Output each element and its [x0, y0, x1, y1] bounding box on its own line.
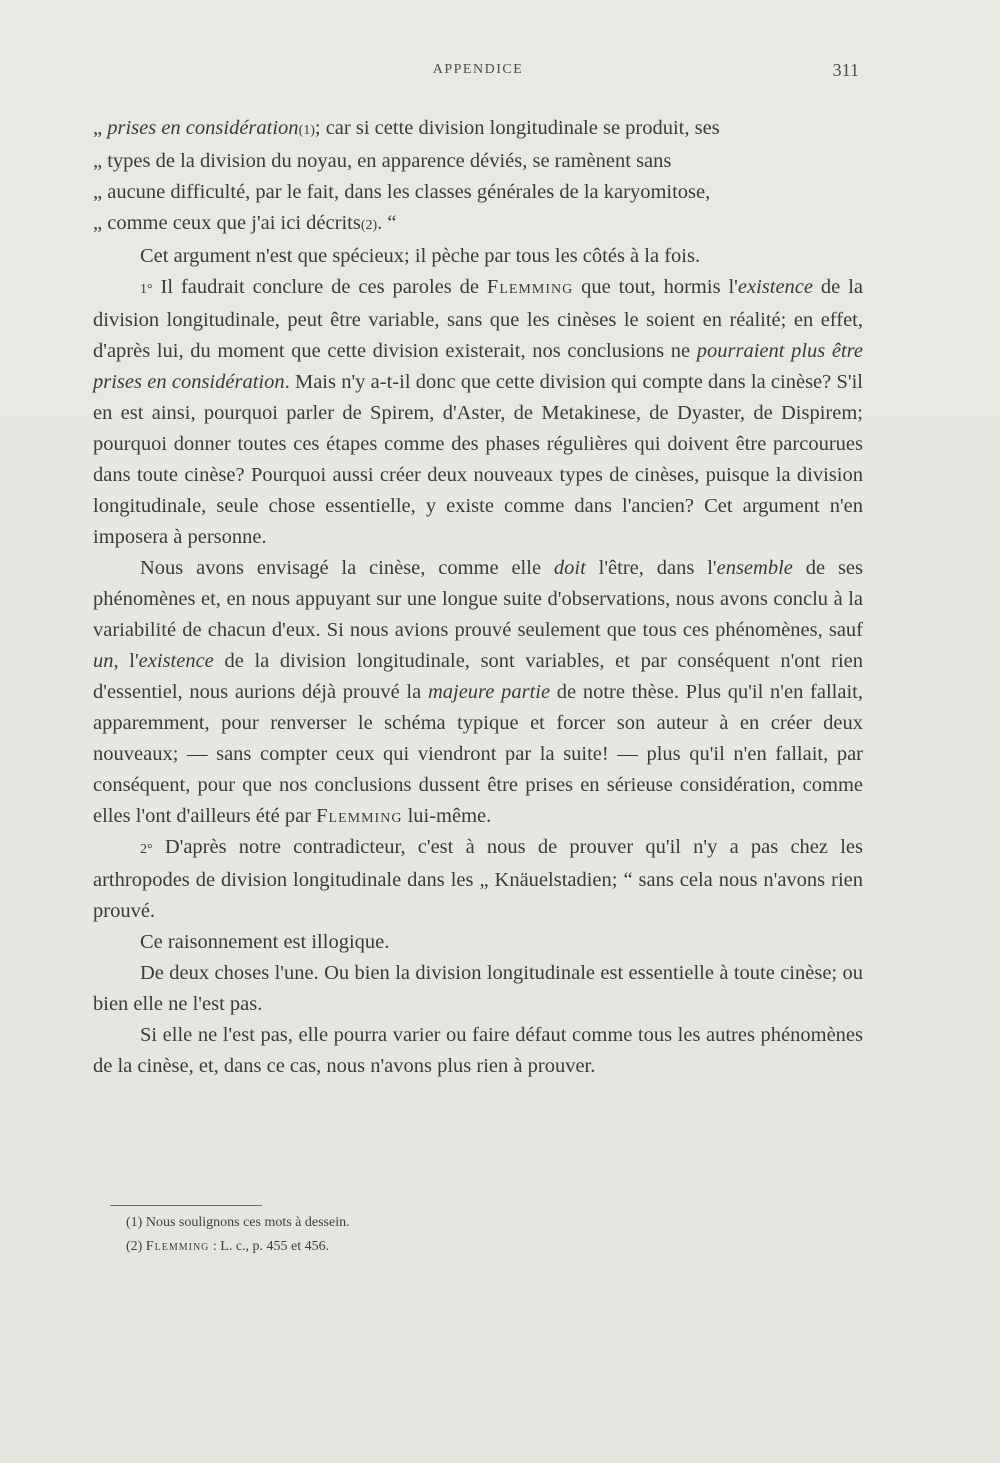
paragraph-point-one	[93, 272, 863, 553]
italic-phrase: majeure partie	[427, 681, 551, 703]
italic-phrase: existence	[737, 276, 813, 298]
text-run: l'être, dans l'	[585, 557, 717, 579]
footnotes	[126, 1211, 726, 1259]
text-run: comme ceux que j'ai ici décrits	[107, 212, 361, 234]
text-run: Nous avons envisagé la cinèse, comme elle	[140, 557, 554, 579]
text-run: . “	[377, 212, 397, 234]
footnote-divider	[110, 1205, 262, 1206]
paragraph-conclusion: Si elle ne l'est pas, elle pourra varier ou faire défaut comme tous les autres phénomènes de la cinèse, et, dans ce cas, nous n'avons plus rien à prouver.	[93, 1024, 863, 1077]
italic-phrase: existence	[138, 650, 214, 672]
text-run: que tout, hormis l'	[573, 276, 738, 298]
point-number: 2°	[140, 842, 153, 857]
text-run: , l'	[113, 650, 139, 672]
page-number: 311	[832, 60, 859, 80]
text-run: ; car si cette division longitudinale se produit, ses	[314, 117, 720, 139]
text-run: D'après notre contradicteur, c'est à nous de prouver qu'il n'y a pas chez les arthropodes de division longitudinale dans les	[93, 836, 863, 891]
footnote-text: Nous soulignons ces mots à dessein.	[142, 1215, 350, 1230]
italic-phrase: pourraient plus être prises en considération	[93, 340, 863, 393]
main-text	[93, 113, 863, 1082]
footnote-marker: (2)	[126, 1239, 143, 1254]
footnote-2	[126, 1235, 726, 1259]
footnote-text: : L. c., p. 455 et 456.	[209, 1239, 330, 1254]
paragraph-argument: Cet argument n'est que spécieux; il pèche par tous les côtés à la fois.	[140, 245, 701, 267]
paragraph-point-two	[93, 832, 863, 927]
paragraph-cinese	[93, 553, 863, 832]
footnote-ref: (1)	[298, 123, 315, 138]
footnote-marker: (1)	[126, 1215, 143, 1230]
italic-phrase: doit	[553, 557, 586, 579]
text-run: de la division longitudinale, peut être variable, sans que les cinèses le soient en réalité; en effet, d'après lui, du moment que cette division existerait, nos conclusions ne	[93, 276, 863, 362]
footnote-1	[126, 1211, 726, 1235]
text-run: types de la division du noyau, en apparence déviés, se ramènent sans	[107, 150, 672, 172]
paragraph-two-choices: De deux choses l'une. Ou bien la division longitudinale est essentielle à toute cinèse; ou bien elle ne l'est pas.	[93, 962, 863, 1015]
italic-phrase: ensemble	[716, 557, 793, 579]
text-run: de notre thèse. Plus qu'il n'en fallait, apparemment, pour renverser le schéma typique et forcer son auteur à en créer deux nouveaux; — sans compter ceux qui viendront par la suite! — plus qu'il n'en fallait, par conséquent, pour que nos conclusions dussent être prises en sérieuse considération, comme elles l'ont d'ailleurs été par	[93, 681, 863, 827]
text-run: Knäuelstadien;	[488, 869, 624, 891]
quote-mark: „	[93, 212, 103, 234]
quote-mark: „	[93, 150, 103, 172]
text-run: lui-même.	[402, 805, 492, 827]
text-run: de la division longitudinale, sont variables, et par conséquent n'ont rien d'essentiel, nous aurions déjà prouvé la	[93, 650, 864, 703]
running-head	[93, 62, 863, 86]
author-name: Flemming	[145, 1239, 210, 1254]
quote-mark: “	[623, 869, 633, 891]
italic-phrase: un	[93, 650, 114, 672]
paragraph-illogical: Ce raisonnement est illogique.	[140, 931, 390, 953]
footnote-ref: (2)	[360, 218, 378, 233]
point-number: 1°	[140, 282, 153, 297]
quote-mark: „	[479, 869, 489, 891]
text-run: Il faudrait conclure de ces paroles de	[152, 276, 487, 298]
paragraph-quote-continuation	[93, 113, 863, 241]
text-run: aucune difficulté, par le fait, dans les classes générales de la karyomitose,	[107, 181, 711, 203]
author-name: Flemming	[486, 276, 574, 298]
quote-mark: „	[93, 181, 103, 203]
text-run: . Mais n'y a-t-il donc que cette division qui compte dans la cinèse? S'il en est ainsi, pourquoi parler de Spirem, d'Aster, de Metakinese, de Dyaster, de Dispirem; pourquoi donner toutes ces étapes comme des phases régulières qui doivent être parcourues dans toute cinèse? Pourquoi aussi créer deux nouveaux types de cinèses, puisque la division longitudinale, seule chose essentielle, y existe comme dans l'ancien? Cet argument n'en imposera à personne.	[93, 371, 863, 548]
text-run: de ses phénomènes et, en nous appuyant sur une longue suite d'observations, nous avons conclu à la variabilité de chacun d'eux. Si nous avions prouvé seulement que tous ces phénomènes, sauf	[93, 557, 863, 641]
author-name: Flemming	[316, 805, 403, 827]
text-run: sans cela nous n'avons rien prouvé.	[93, 869, 863, 922]
italic-phrase: prises en considération	[107, 117, 299, 139]
quote-mark: „	[93, 117, 103, 139]
running-head-title: APPENDICE	[432, 62, 524, 77]
